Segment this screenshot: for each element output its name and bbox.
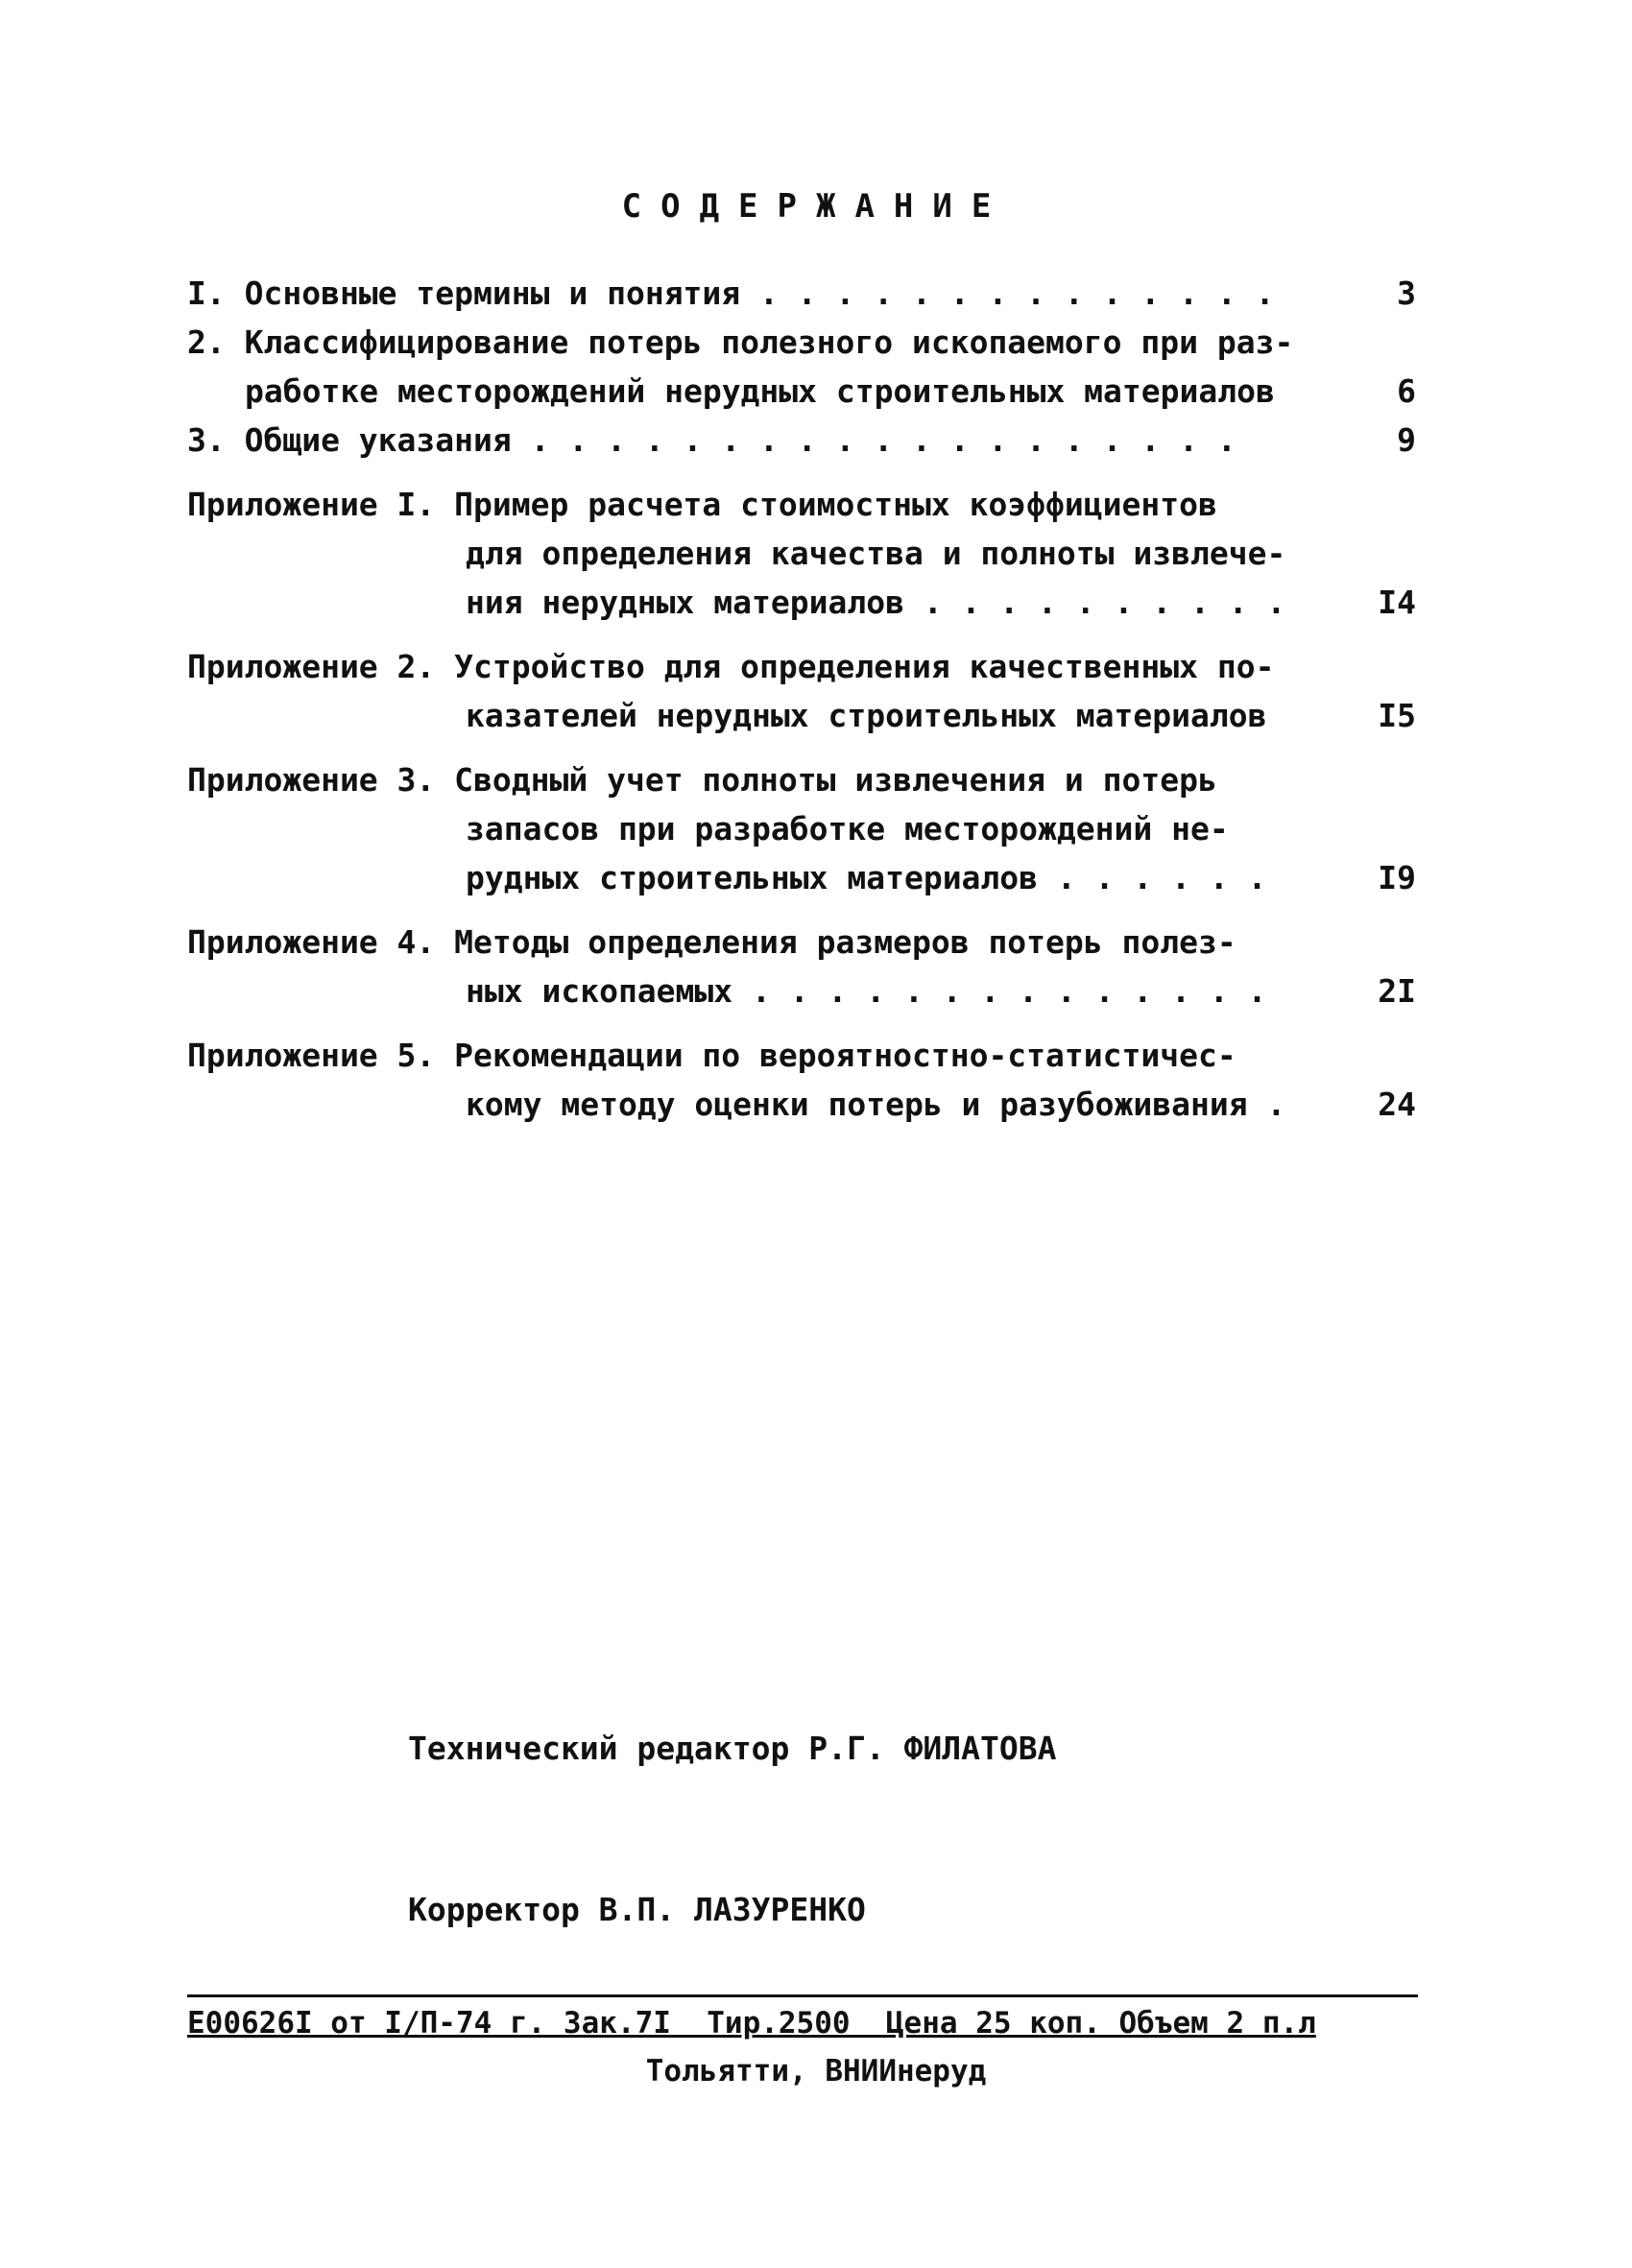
- toc-line: [187, 416, 1416, 465]
- toc-line: [187, 578, 1416, 627]
- page-title: СОДЕРЖАНИЕ: [621, 187, 1011, 226]
- credits: [408, 1614, 1057, 2044]
- toc-line-text: ных ископаемых . . . . . . . . . . . . . .: [466, 972, 1267, 1010]
- toc-entry: [187, 918, 1416, 1015]
- toc-line-text: работке месторождений нерудных строительных материалов: [245, 372, 1275, 410]
- toc-gap: [187, 902, 1416, 918]
- toc-entry: [187, 1031, 1416, 1129]
- toc-page-number: 9: [1397, 421, 1416, 459]
- toc-page-number: I5: [1378, 697, 1416, 734]
- toc-line-text: Приложение 2. Устройство для определения качественных по-: [187, 648, 1275, 685]
- toc-line: [187, 918, 1416, 967]
- toc-line: [187, 318, 1416, 367]
- toc-line: [187, 480, 1416, 529]
- toc-line: [187, 1031, 1416, 1080]
- toc-line: [187, 367, 1416, 416]
- publisher-line: Тольятти, ВНИИнеруд: [645, 2054, 987, 2089]
- toc-line: [187, 529, 1416, 578]
- toc-line: [187, 1080, 1416, 1129]
- toc-line-text: ния нерудных материалов . . . . . . . . . .: [466, 584, 1286, 621]
- imprint-line: Е00626I от I/П-74 г. Зак.7I Тир.2500 Цена 25 коп. Объем 2 п.л: [187, 2006, 1316, 2041]
- toc-entry: [187, 642, 1416, 740]
- toc-gap: [187, 740, 1416, 755]
- toc-line-text: казателей нерудных строительных материалов: [466, 697, 1267, 734]
- toc-line-text: Приложение 3. Сводный учет полноты извлечения и потерь: [187, 761, 1217, 799]
- toc-entry: [187, 318, 1416, 416]
- toc-line: [187, 967, 1416, 1015]
- toc-line-text: 3. Общие указания . . . . . . . . . . . . . . . . . . .: [187, 421, 1236, 459]
- toc-page-number: 2I: [1378, 972, 1416, 1010]
- corrector: Корректор В.П. ЛАЗУРЕНКО: [408, 1891, 866, 1928]
- toc-gap: [187, 465, 1416, 480]
- toc-line-text: рудных строительных материалов . . . . . .: [466, 859, 1267, 896]
- toc-line-text: Приложение 5. Рекомендации по вероятностно-статистичес-: [187, 1037, 1236, 1074]
- toc-entry: [187, 269, 1416, 318]
- toc-line: [187, 755, 1416, 804]
- toc-line: [187, 853, 1416, 902]
- toc-line: [187, 642, 1416, 691]
- toc-line-text: для определения качества и полноты извлече-: [466, 535, 1286, 572]
- toc-page-number: I4: [1378, 584, 1416, 621]
- toc-entry: [187, 755, 1416, 902]
- toc-entry: [187, 416, 1416, 465]
- toc-line-text: Приложение 4. Методы определения размеров потерь полез-: [187, 923, 1236, 961]
- toc-page-number: 3: [1397, 275, 1416, 312]
- toc-line-text: запасов при разработке месторождений не-: [466, 810, 1229, 848]
- table-of-contents: [187, 269, 1416, 1129]
- toc-line: [187, 804, 1416, 853]
- toc-gap: [187, 1015, 1416, 1031]
- toc-line: [187, 269, 1416, 318]
- toc-line-text: 2. Классифицирование потерь полезного ископаемого при раз-: [187, 323, 1294, 361]
- toc-page-number: I9: [1378, 859, 1416, 896]
- toc-gap: [187, 627, 1416, 642]
- toc-line-text: кому методу оценки потерь и разубоживания .: [466, 1086, 1286, 1123]
- toc-line-text: I. Основные термины и понятия . . . . . . . . . . . . . .: [187, 275, 1275, 312]
- toc-entry: [187, 480, 1416, 627]
- toc-page-number: 24: [1378, 1086, 1416, 1123]
- toc-page-number: 6: [1397, 372, 1416, 410]
- toc-line-text: Приложение I. Пример расчета стоимостных коэффициентов: [187, 486, 1217, 523]
- footer-divider: [187, 1994, 1418, 1997]
- toc-line: [187, 691, 1416, 740]
- technical-editor: Технический редактор Р.Г. ФИЛАТОВА: [408, 1730, 1057, 1767]
